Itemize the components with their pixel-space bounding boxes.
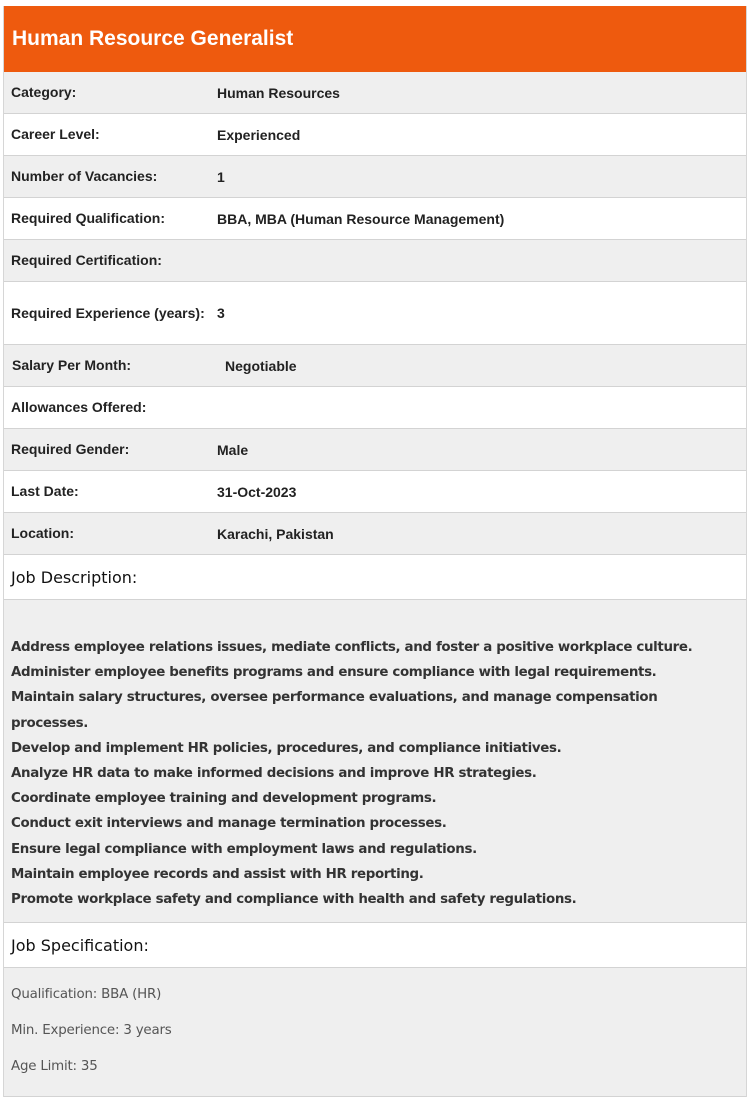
detail-label: Allowances Offered: xyxy=(11,399,147,415)
list-item: Administer employee benefits programs and ensure compliance with legal requirements. xyxy=(11,665,657,681)
list-item: Analyze HR data to make informed decisions and improve HR strategies. xyxy=(11,766,537,782)
spec-min-experience: Min. Experience: 3 years xyxy=(11,1023,172,1038)
job-title-bar xyxy=(4,6,746,72)
detail-row-category xyxy=(4,72,746,114)
detail-value: 31-Oct-2023 xyxy=(217,483,297,500)
job-specification-body xyxy=(4,968,746,1097)
detail-value: Male xyxy=(217,441,249,458)
detail-label: Career Level: xyxy=(11,126,100,142)
detail-row-allowances xyxy=(4,387,746,429)
list-item: Address employee relations issues, mediate conflicts, and foster a positive workplace culture. xyxy=(11,640,693,655)
detail-label: Required Experience (years): xyxy=(11,304,205,321)
list-item: Ensure legal compliance with employment laws and regulations. xyxy=(11,841,477,857)
job-description-body xyxy=(4,600,746,923)
detail-value: 1 xyxy=(217,168,225,185)
detail-row-gender xyxy=(4,429,746,471)
detail-row-experience xyxy=(4,282,746,345)
job-title: Human Resource Generalist xyxy=(12,27,294,50)
detail-row-location xyxy=(4,513,746,555)
job-description-list xyxy=(11,635,738,912)
detail-label: Last Date: xyxy=(11,483,79,499)
detail-value: Karachi, Pakistan xyxy=(217,525,334,542)
detail-label: Required Qualification: xyxy=(11,210,166,226)
detail-label: Location: xyxy=(11,525,74,541)
detail-value: Human Resources xyxy=(217,84,340,101)
spec-qualification: Qualification: BBA (HR) xyxy=(11,987,162,1002)
detail-row-last-date xyxy=(4,471,746,513)
list-item: Coordinate employee training and development programs. xyxy=(11,791,437,807)
spec-age-limit: Age Limit: 35 xyxy=(11,1059,98,1074)
detail-row-vacancies xyxy=(4,156,746,198)
detail-row-salary xyxy=(4,345,746,387)
detail-label: Category: xyxy=(11,84,77,100)
detail-row-certification xyxy=(4,240,746,282)
detail-label: Number of Vacancies: xyxy=(11,168,158,184)
job-description-heading: Job Description: xyxy=(4,555,746,600)
detail-label: Required Gender: xyxy=(11,441,130,457)
detail-value: 3 xyxy=(217,305,225,321)
list-item: Conduct exit interviews and manage termination processes. xyxy=(11,816,447,832)
job-details-table xyxy=(3,6,747,1097)
job-specification-heading: Job Specification: xyxy=(4,923,746,968)
detail-row-career-level xyxy=(4,114,746,156)
list-item: Promote workplace safety and compliance with health and safety regulations. xyxy=(11,892,577,908)
list-item: Maintain employee records and assist with HR reporting. xyxy=(11,866,424,882)
detail-label: Salary Per Month: xyxy=(12,357,132,373)
list-item: Maintain salary structures, oversee performance evaluations, and manage compensation processes. xyxy=(11,690,658,731)
detail-label: Required Certification: xyxy=(11,252,162,268)
detail-value: Negotiable xyxy=(225,357,297,374)
list-item: Develop and implement HR policies, procedures, and compliance initiatives. xyxy=(11,740,562,756)
detail-row-qualification xyxy=(4,198,746,240)
detail-value: BBA, MBA (Human Resource Management) xyxy=(217,210,505,227)
detail-value: Experienced xyxy=(217,126,301,143)
